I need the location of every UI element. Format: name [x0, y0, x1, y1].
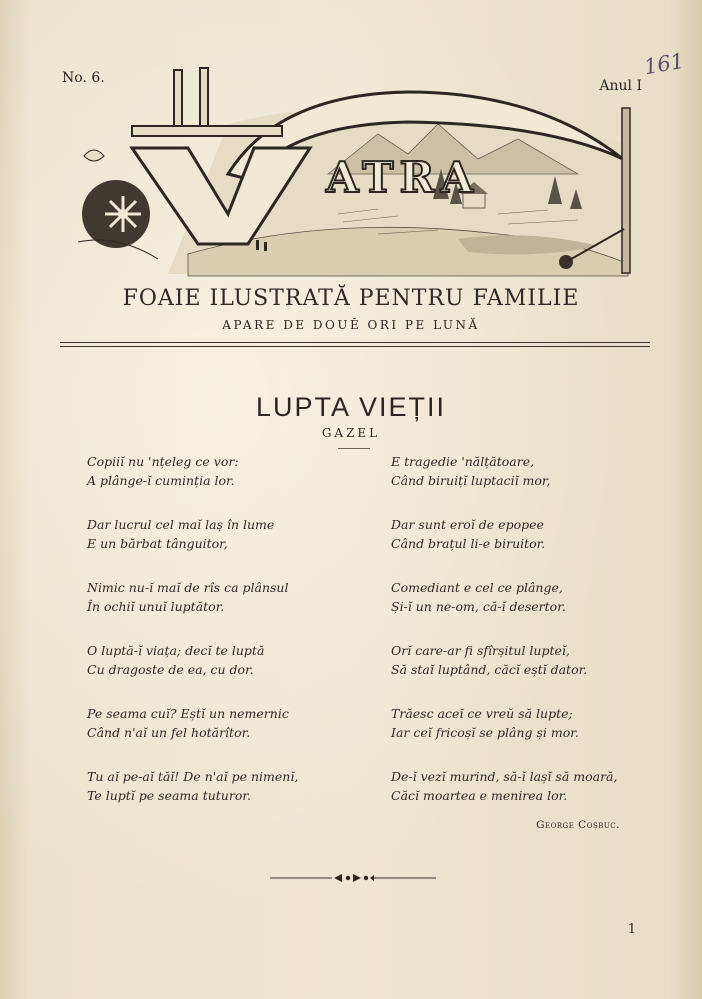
stanza: [391, 452, 551, 490]
header-divider-secondary: [60, 346, 650, 347]
stanza: [391, 578, 566, 616]
verse-line: Trăesc aceĭ ce vreŭ să lupte;: [391, 706, 573, 721]
stanza: [87, 578, 288, 616]
publication-frequency: APARE DE DOUĔ ORI PE LUNĂ: [222, 318, 480, 332]
verse-line: De-ĭ vezĭ murind, să-ĭ lașĭ să moară,: [391, 769, 618, 784]
end-ornament: [270, 870, 436, 886]
verse-line: Căcĭ moartea e menirea lor.: [391, 788, 568, 803]
title-divider: [338, 448, 370, 449]
verse-line: Când biruițĭ luptaciĭ mor,: [391, 473, 551, 488]
verse-line: Când brațul li-e biruitor.: [391, 536, 546, 551]
verse-line: Iar ceĭ fricoșĭ se plâng și mor.: [391, 725, 579, 740]
page-number: 1: [627, 922, 636, 937]
poem-title: LUPTA VIEȚII: [255, 392, 447, 422]
poem-subtitle: GAZEL: [321, 426, 381, 440]
stanza: [391, 641, 587, 679]
verse-line: Tu aĭ pe-aĭ tăĭ! De n'aĭ pe nimenĭ,: [87, 769, 299, 784]
poem-author: George Coșbuc.: [536, 819, 620, 831]
journal-subtitle: FOAIE ILUSTRATĂ PENTRU FAMILIE: [122, 286, 580, 311]
stanza: [391, 704, 579, 742]
verse-line: Nimic nu-ĭ maĭ de rîs ca plânsul: [87, 580, 289, 595]
stanza: [87, 767, 298, 805]
verse-line: O luptă-ĭ viața; decĭ te luptă: [87, 643, 265, 658]
verse-line: E un bărbat tânguitor,: [87, 536, 228, 551]
verse-line: Orĭ care-ar fi sfîrșitul lupteĭ,: [391, 643, 570, 658]
stanza: [87, 641, 264, 679]
verse-line: Și-ĭ un ne-om, că-ĭ desertor.: [391, 599, 566, 614]
stanza: [391, 515, 545, 553]
masthead-illustration: [78, 64, 638, 282]
verse-line: Să staĭ luptând, căcĭ eștĭ dator.: [391, 662, 588, 677]
verse-line: Pe seama cuĭ? Eștĭ un nemernic: [87, 706, 289, 721]
verse-line: A plânge-ĭ cuminția lor.: [87, 473, 235, 488]
stanza: [391, 767, 617, 805]
svg-text:ATRA: ATRA: [326, 153, 480, 202]
stanza: [87, 704, 289, 742]
verse-line: Copiiĭ nu 'nțeleg ce vor:: [87, 454, 239, 469]
verse-line: E tragedie 'nălțătoare,: [391, 454, 535, 469]
issue-number: No. 6.: [62, 70, 105, 86]
stanza: [87, 515, 274, 553]
stanza: [87, 452, 239, 490]
handwritten-folio: 161: [642, 48, 686, 80]
verse-line: În ochiĭ unuĭ luptător.: [87, 599, 225, 614]
verse-line: Dar lucrul cel maĭ laș în lume: [87, 517, 275, 532]
verse-line: Când n'aĭ un fel hotărîtor.: [87, 725, 251, 740]
verse-line: Dar sunt eroĭ de epopee: [391, 517, 544, 532]
verse-line: Cu dragoste de ea, cu dor.: [87, 662, 254, 677]
verse-line: Te luptĭ pe seama tuturor.: [87, 788, 251, 803]
verse-line: Comediant e cel ce plânge,: [391, 580, 563, 595]
header-divider: [60, 342, 650, 343]
publication-year: Anul I: [599, 78, 642, 94]
